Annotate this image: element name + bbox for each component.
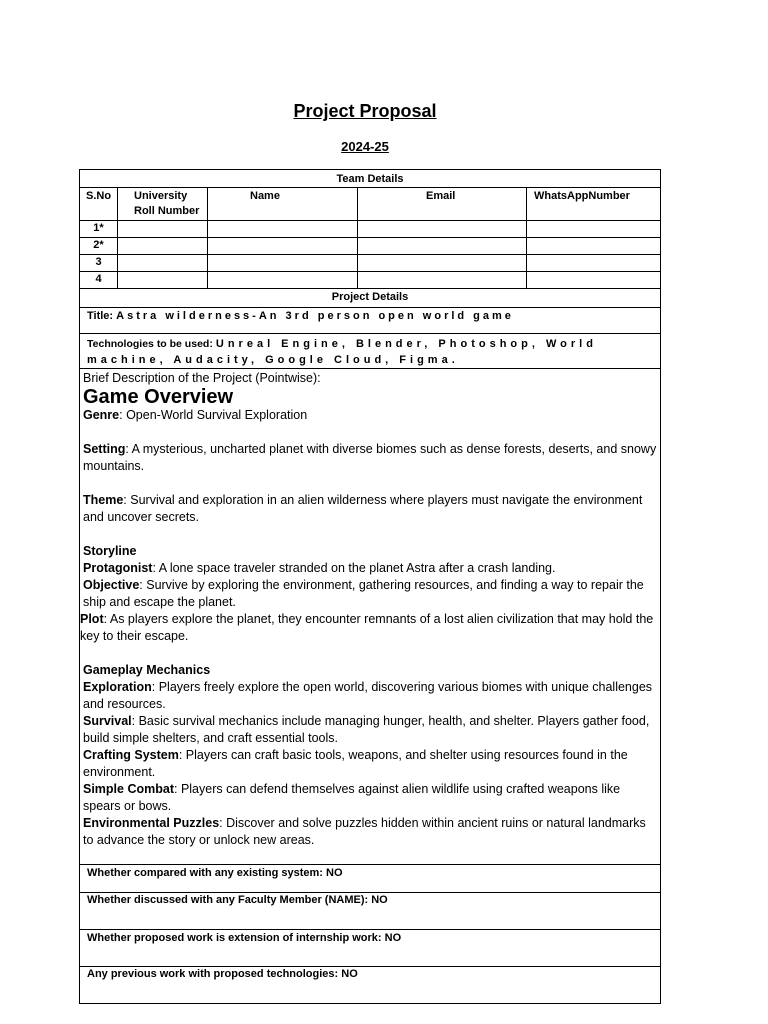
team-details-heading: Team Details: [336, 173, 404, 185]
genre-text: : Open-World Survival Exploration: [119, 408, 308, 422]
combat-text: : Players can defend themselves against alien wildlife using crafted weapons like spears or bows.: [83, 782, 621, 813]
faculty-discussion-question: Whether discussed with any Faculty Member (NAME): NO: [87, 894, 388, 906]
survival-text: : Basic survival mechanics include managing hunger, health, and shelter. Players gather food, build simple shelters, and craft essential tools.: [83, 714, 650, 745]
puzzles-label: Environmental Puzzles: [83, 816, 220, 830]
project-details-heading: Project Details: [331, 291, 409, 303]
genre-label: Genre: [83, 408, 120, 422]
row-number: 4: [95, 273, 102, 285]
row-number: 3: [95, 256, 102, 268]
technologies-row: [87, 336, 657, 368]
academic-year: 2024-25: [341, 139, 389, 154]
protagonist-line: [83, 560, 659, 577]
proposal-table: [79, 169, 661, 1004]
exploration-text: : Players freely explore the open world, discovering various biomes with unique challenges and resources.: [83, 680, 653, 711]
col-email: Email: [426, 190, 456, 202]
col-sno: S.No: [86, 190, 112, 202]
crafting-line: [83, 747, 659, 781]
setting-line: [83, 441, 659, 475]
tech-label: Technologies to be used:: [87, 338, 213, 350]
setting-text: : A mysterious, uncharted planet with diverse biomes such as dense forests, deserts, and snowy mountains.: [83, 442, 657, 473]
col-roll-number: University Roll Number: [134, 190, 200, 217]
project-description: [80, 370, 659, 849]
objective-text: : Survive by exploring the environment, gathering resources, and finding a way to repair the ship and escape the planet.: [83, 578, 644, 609]
protagonist-label: Protagonist: [83, 561, 153, 575]
setting-label: Setting: [83, 442, 126, 456]
puzzles-line: [83, 815, 659, 849]
crafting-label: Crafting System: [83, 748, 179, 762]
plot-text: : As players explore the planet, they encounter remnants of a lost alien civilization that may hold the key to their escape.: [80, 612, 654, 643]
crafting-text: : Players can craft basic tools, weapons, and shelter using resources found in the environment.: [83, 748, 628, 779]
theme-line: [83, 492, 659, 526]
survival-line: [83, 713, 659, 747]
existing-system-question: Whether compared with any existing system: NO: [87, 867, 343, 879]
genre-line: [83, 407, 659, 424]
row-number: 2*: [93, 239, 104, 251]
page-title: Project Proposal: [293, 101, 437, 121]
row-number: 1*: [93, 222, 104, 234]
mechanics-heading: Gameplay Mechanics: [83, 663, 211, 677]
theme-text: : Survival and exploration in an alien wilderness where players must navigate the environment and uncover secrets.: [83, 493, 643, 524]
plot-label: Plot: [80, 612, 104, 626]
protagonist-text: : A lone space traveler stranded on the planet Astra after a crash landing.: [152, 561, 556, 575]
objective-line: [83, 577, 659, 611]
title-value: Astra wilderness-An 3rd person open world game: [116, 310, 514, 322]
internship-extension-question: Whether proposed work is extension of internship work: NO: [87, 932, 402, 944]
survival-label: Survival: [83, 714, 132, 728]
exploration-line: [83, 679, 659, 713]
exploration-label: Exploration: [83, 680, 152, 694]
combat-line: [83, 781, 659, 815]
combat-label: Simple Combat: [83, 782, 174, 796]
plot-line: [80, 611, 659, 645]
col-name: Name: [250, 190, 280, 202]
title-label: Title:: [87, 310, 114, 322]
game-overview-heading: Game Overview: [83, 386, 234, 408]
col-whatsapp: WhatsAppNumber: [534, 190, 630, 202]
brief-label: Brief Description of the Project (Pointwise):: [83, 371, 321, 385]
theme-label: Theme: [83, 493, 124, 507]
objective-label: Objective: [83, 578, 140, 592]
tech-value: Unreal Engine, Blender, Photoshop, World machine, Audacity, Google Cloud, Figma.: [87, 338, 597, 366]
project-title-row: [87, 309, 657, 324]
storyline-heading: Storyline: [83, 544, 137, 558]
puzzles-text: : Discover and solve puzzles hidden within ancient ruins or natural landmarks to advance the story or unlock new areas.: [83, 816, 646, 847]
previous-work-question: Any previous work with proposed technologies: NO: [87, 968, 358, 980]
